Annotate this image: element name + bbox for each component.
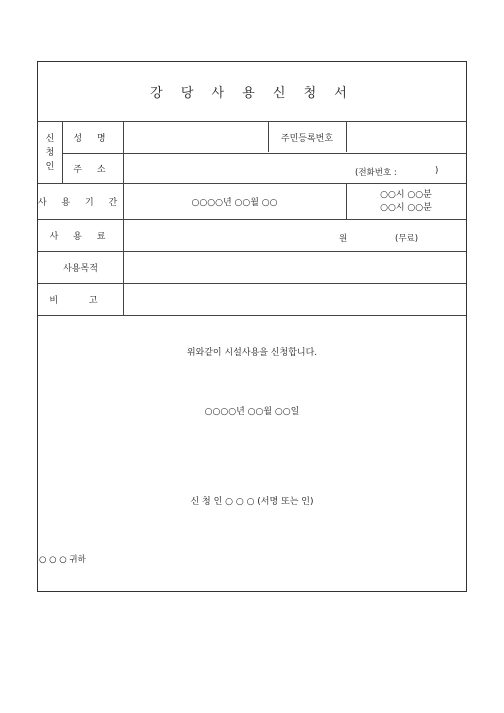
fee-row (38, 220, 466, 252)
applicant-signature[interactable]: 신 청 인 ○ ○ ○ (서명 또는 인) (190, 496, 314, 507)
applicant-group-label-2: 청 (45, 147, 55, 158)
phone-close: ) (435, 166, 439, 176)
name-field[interactable] (123, 122, 268, 153)
applicant-group-label-3: 인 (45, 161, 55, 172)
applicant-group-label-1: 신 (45, 133, 55, 144)
name-label: 성 명 (73, 134, 112, 144)
fee-note: (무료) (395, 234, 419, 244)
application-statement: 위와같이 시설사용을 신청합니다. (186, 347, 318, 358)
applicant-section (38, 122, 466, 184)
remarks-field[interactable] (123, 284, 466, 315)
remarks-label: 비 고 (49, 296, 112, 306)
phone-label: (전화번호 : (355, 168, 397, 178)
addressee: ○ ○ ○ 귀하 (39, 555, 86, 565)
period-time-start: ○○시 ○○분 (380, 189, 432, 200)
application-date[interactable]: ○○○○년 ○○월 ○○일 (204, 406, 300, 417)
period-date[interactable]: ○○○○년 ○○월 ○○ (191, 198, 278, 208)
address-field[interactable] (123, 153, 466, 184)
purpose-field[interactable] (123, 252, 466, 283)
period-label: 사 용 기 간 (37, 198, 124, 208)
application-form (37, 61, 467, 592)
fee-label: 사 용 료 (49, 232, 112, 242)
period-row (38, 184, 466, 220)
resident-id-label: 주민등록번호 (280, 134, 334, 144)
purpose-label: 사용목적 (63, 264, 98, 274)
period-time-end: ○○시 ○○분 (380, 202, 432, 213)
fee-unit: 원 (339, 234, 348, 244)
title-row (38, 62, 466, 122)
applicant-group-label (38, 122, 62, 183)
remarks-row (38, 284, 466, 316)
resident-id-field[interactable] (346, 122, 466, 153)
address-label: 주 소 (73, 165, 112, 175)
form-title: 강 당 사 용 신 청 서 (150, 86, 354, 101)
period-time[interactable] (346, 184, 466, 219)
purpose-row (38, 252, 466, 284)
